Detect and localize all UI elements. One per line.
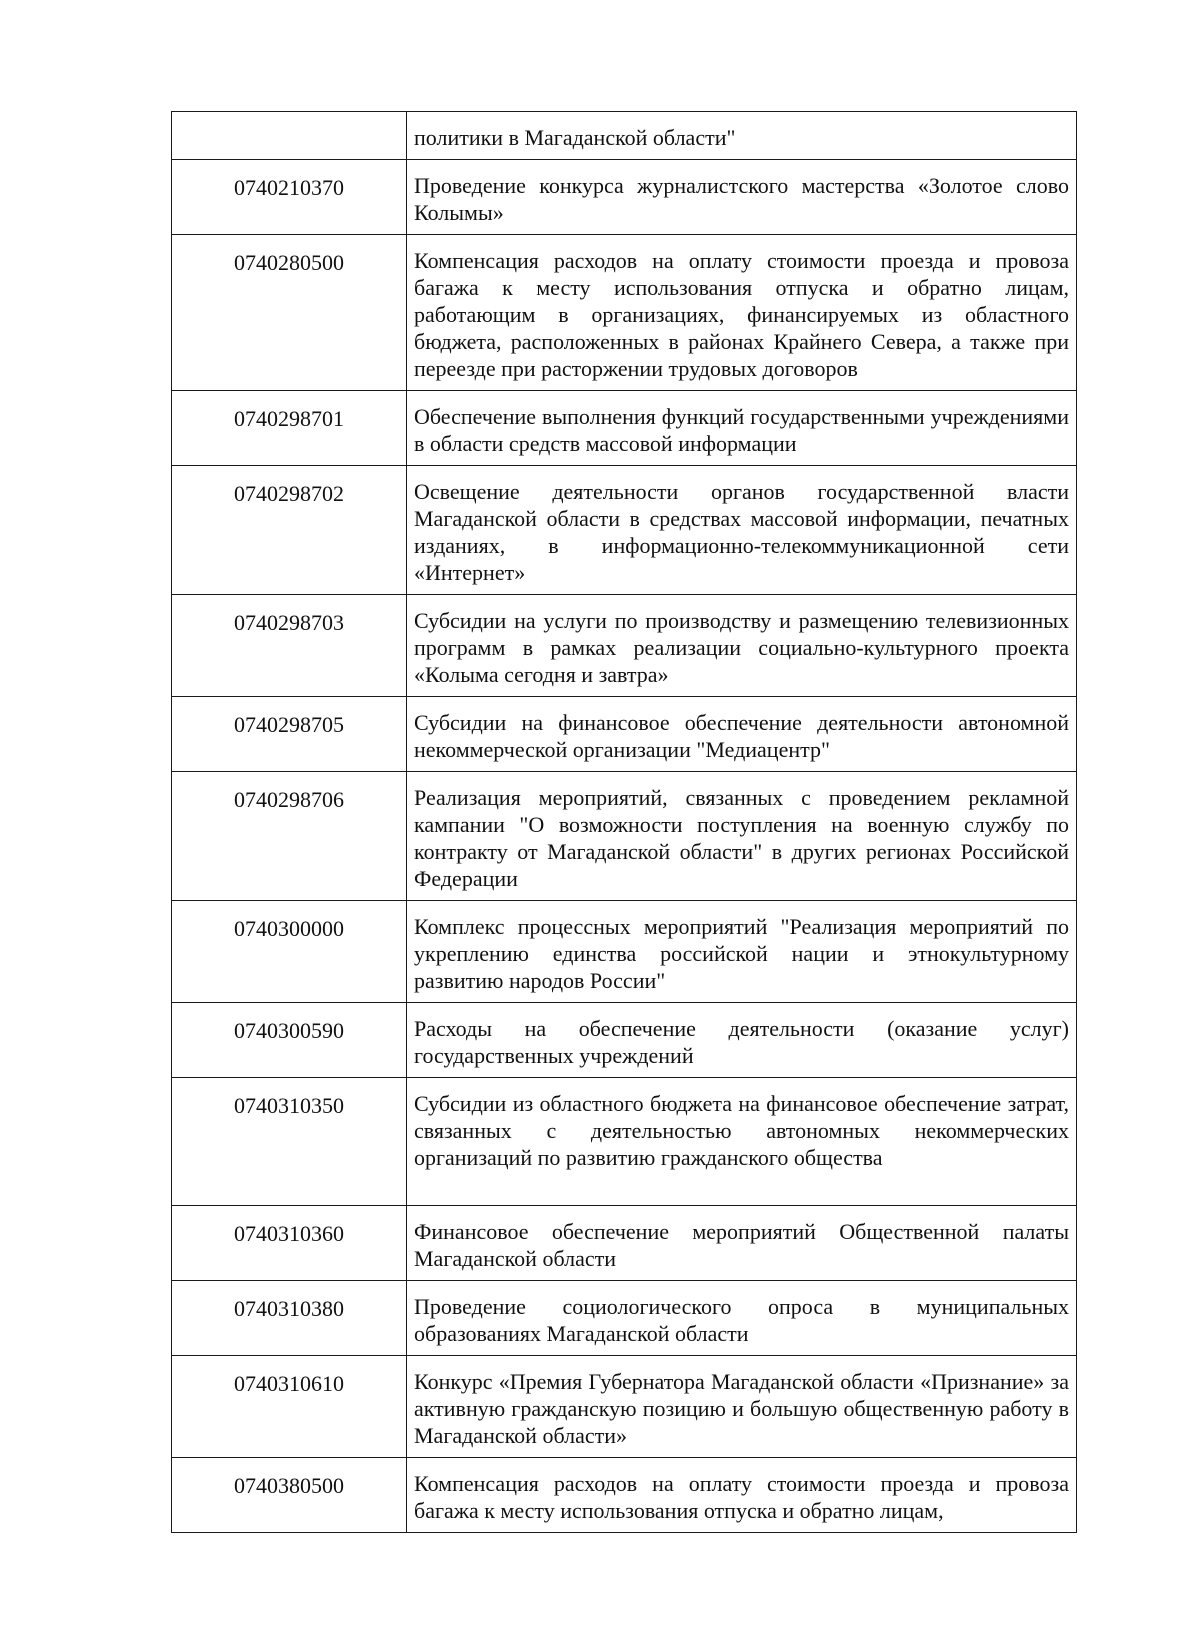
row-description-text: Обеспечение выполнения функций государственными учреждениями в области средств массовой информации bbox=[414, 404, 1069, 456]
row-description bbox=[407, 772, 1077, 901]
row-description-text: Финансовое обеспечение мероприятий Общественной палаты Магаданской области bbox=[414, 1219, 1069, 1271]
row-description-text: Субсидии на финансовое обеспечение деятельности автономной некоммерческой организации "Медиацентр" bbox=[414, 710, 1069, 762]
row-code: 0740310360 bbox=[172, 1206, 407, 1281]
row-description bbox=[407, 901, 1077, 1003]
row-code: 0740310610 bbox=[172, 1356, 407, 1458]
row-code: 0740298705 bbox=[172, 697, 407, 772]
row-description-text: Освещение деятельности органов государственной власти Магаданской области в средствах массовой информации, печатных изданиях, в информационно-телекоммуникационной сети «Интернет» bbox=[414, 479, 1069, 585]
row-description-text: политики в Магаданской области" bbox=[414, 125, 736, 150]
table-row bbox=[172, 1356, 1077, 1458]
row-description-text: Проведение конкурса журналистского мастерства «Золотое слово Колымы» bbox=[414, 173, 1069, 225]
table-row bbox=[172, 697, 1077, 772]
table-row bbox=[172, 595, 1077, 697]
row-description bbox=[407, 697, 1077, 772]
row-code: 0740298706 bbox=[172, 772, 407, 901]
table-row bbox=[172, 1458, 1077, 1533]
row-code: 0740210370 bbox=[172, 160, 407, 235]
row-description bbox=[407, 1078, 1077, 1206]
table-body bbox=[172, 112, 1077, 1533]
table-row bbox=[172, 160, 1077, 235]
row-description bbox=[407, 1356, 1077, 1458]
row-description-text: Субсидии на услуги по производству и размещению телевизионных программ в рамках реализации социально-культурного проекта «Колыма сегодня и завтра» bbox=[414, 608, 1069, 687]
row-code: 0740310380 bbox=[172, 1281, 407, 1356]
row-description-text: Проведение социологического опроса в муниципальных образованиях Магаданской области bbox=[414, 1294, 1069, 1346]
row-code: 0740310350 bbox=[172, 1078, 407, 1206]
row-code: 0740380500 bbox=[172, 1458, 407, 1533]
row-description bbox=[407, 160, 1077, 235]
row-code: 0740298703 bbox=[172, 595, 407, 697]
row-description bbox=[407, 1458, 1077, 1533]
row-description bbox=[407, 1003, 1077, 1078]
row-description bbox=[407, 235, 1077, 391]
row-code: 0740300590 bbox=[172, 1003, 407, 1078]
row-code: 0740298701 bbox=[172, 391, 407, 466]
table-row bbox=[172, 391, 1077, 466]
row-description-text: Конкурс «Премия Губернатора Магаданской области «Признание» за активную гражданскую позицию и большую общественную работу в Магаданской области» bbox=[414, 1369, 1069, 1448]
table-row bbox=[172, 1003, 1077, 1078]
row-code: 0740300000 bbox=[172, 901, 407, 1003]
row-code: 0740280500 bbox=[172, 235, 407, 391]
table-row bbox=[172, 1281, 1077, 1356]
table-row bbox=[172, 112, 1077, 160]
budget-codes-table bbox=[171, 111, 1077, 1533]
table-row bbox=[172, 235, 1077, 391]
row-code: 0740298702 bbox=[172, 466, 407, 595]
row-description bbox=[407, 595, 1077, 697]
row-description bbox=[407, 466, 1077, 595]
row-description-text: Компенсация расходов на оплату стоимости проезда и провоза багажа к месту использования отпуска и обратно лицам, bbox=[414, 1471, 1069, 1523]
row-description-text: Субсидии из областного бюджета на финансовое обеспечение затрат, связанных с деятельностью автономных некоммерческих организаций по развитию гражданского общества bbox=[414, 1091, 1069, 1170]
row-description-text: Комплекс процессных мероприятий "Реализация мероприятий по укреплению единства российской нации и этнокультурному развитию народов России" bbox=[414, 914, 1069, 993]
row-description bbox=[407, 1281, 1077, 1356]
row-description-text: Расходы на обеспечение деятельности (оказание услуг) государственных учреждений bbox=[414, 1016, 1069, 1068]
row-description bbox=[407, 391, 1077, 466]
table-row bbox=[172, 466, 1077, 595]
row-description-text: Реализация мероприятий, связанных с проведением рекламной кампании "О возможности поступления на военную службу по контракту от Магаданской области" в других регионах Российской Федерации bbox=[414, 785, 1069, 891]
table-row bbox=[172, 1206, 1077, 1281]
table-row bbox=[172, 901, 1077, 1003]
table-row bbox=[172, 1078, 1077, 1206]
row-code bbox=[172, 112, 407, 160]
row-description bbox=[407, 1206, 1077, 1281]
row-description-text: Компенсация расходов на оплату стоимости проезда и провоза багажа к месту использования отпуска и обратно лицам, работающим в организациях, финансируемых из областного бюджета, расположенных в районах Крайнего Севера, а также при переезде при расторжении трудовых договоров bbox=[414, 248, 1069, 381]
table-row bbox=[172, 772, 1077, 901]
row-description bbox=[407, 112, 1077, 160]
